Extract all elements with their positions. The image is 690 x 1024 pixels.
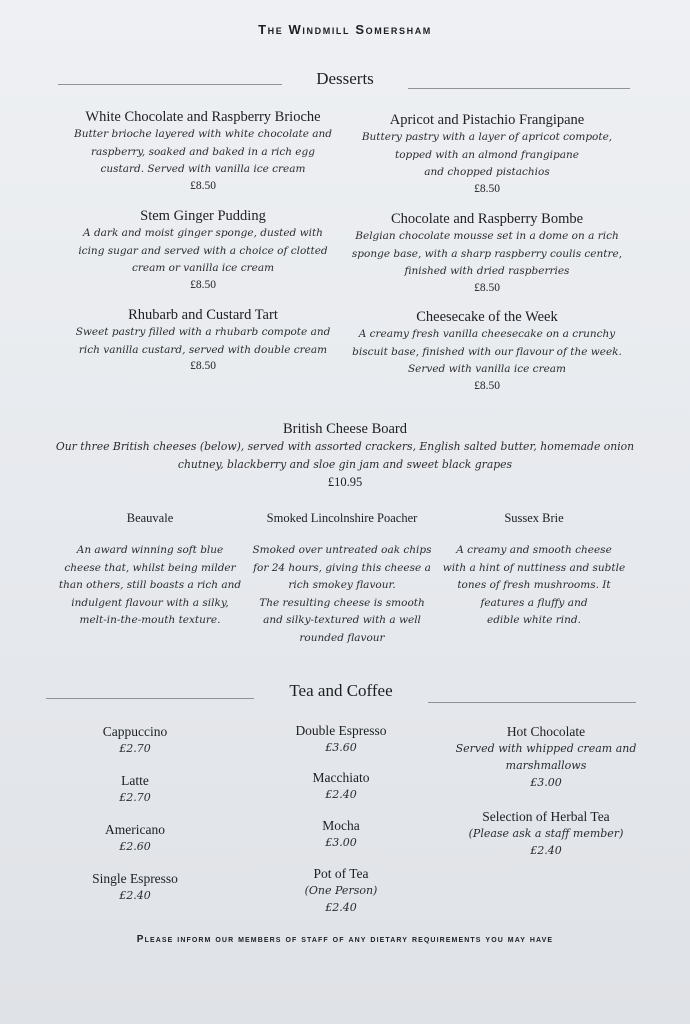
cheese-desc-line: An award winning soft blue <box>76 544 224 556</box>
dessert-desc-line: Belgian chocolate mousse set in a dome on a rich <box>355 230 619 242</box>
drink-note: Served with whipped cream and <box>455 742 637 755</box>
dessert-desc-line: and chopped pistachios <box>424 166 550 178</box>
drink-name: Pot of Tea <box>313 866 369 881</box>
dessert-desc-line: Buttery pastry with a layer of apricot compote, <box>361 131 613 143</box>
dessert-desc-line: A creamy fresh vanilla cheesecake on a crunchy <box>358 328 616 340</box>
drink-item <box>444 808 648 859</box>
dessert-desc-line: Butter brioche layered with white chocolate and <box>73 128 332 140</box>
drink-item <box>266 817 416 851</box>
drink-name: Cappuccino <box>102 724 168 739</box>
cheese-desc-line: than others, still boasts a rich and <box>58 579 242 591</box>
dessert-price: £8.50 <box>190 179 216 192</box>
divider-left <box>46 698 254 699</box>
drink-note: marshmallows <box>505 759 587 772</box>
drink-price: £2.70 <box>119 791 151 804</box>
drink-note: (One Person) <box>304 884 378 897</box>
dessert-item <box>58 306 348 374</box>
drink-price: £2.70 <box>119 742 151 755</box>
cheese-desc-line: indulgent flavour with a silky, <box>71 596 229 609</box>
dietary-notice: Please inform our members of staff of any dietary requirements you may have <box>136 934 554 945</box>
dessert-price: £8.50 <box>474 281 500 294</box>
drink-name: Selection of Herbal Tea <box>482 809 610 824</box>
dessert-desc-line: Sweet pastry filled with a rhubarb compote and <box>75 326 331 338</box>
cheese-desc-line: for 24 hours, giving this cheese a <box>253 561 431 574</box>
dessert-item <box>342 210 632 296</box>
divider-right <box>428 702 636 703</box>
cheese-name: Smoked Lincolnshire Poacher <box>266 511 418 525</box>
drink-item <box>266 865 416 916</box>
dessert-name: Cheesecake of the Week <box>416 309 558 325</box>
cheese-board-name: British Cheese Board <box>282 421 408 437</box>
cheese-name: Beauvale <box>126 511 174 525</box>
drink-name: Americano <box>105 822 165 837</box>
tea-coffee-title: Tea and Coffee <box>289 681 393 700</box>
venue-name: The Windmill Somersham <box>258 22 432 37</box>
dessert-desc-line: topped with an almond frangipane <box>395 148 579 161</box>
drink-price: £3.60 <box>325 741 357 754</box>
divider-right <box>408 88 630 89</box>
cheese-item <box>434 510 634 630</box>
drink-name: Double Espresso <box>295 723 387 738</box>
cheese-board-desc-line: chutney, blackberry and sloe gin jam and sweet black grapes <box>177 457 513 471</box>
drink-name: Macchiato <box>312 770 370 785</box>
cheese-item <box>50 510 250 630</box>
dessert-desc-line: Served with vanilla ice cream <box>407 363 567 375</box>
drink-price: £3.00 <box>325 836 357 849</box>
dessert-desc-line: finished with dried raspberries <box>404 265 570 277</box>
drink-name: Single Espresso <box>92 871 178 886</box>
dessert-item <box>58 108 348 194</box>
dessert-item <box>58 207 348 293</box>
dessert-price: £8.50 <box>190 360 216 372</box>
dessert-item <box>342 111 632 197</box>
drink-price: £2.40 <box>325 901 357 914</box>
drink-note: (Please ask a staff member) <box>468 827 624 840</box>
drink-name: Hot Chocolate <box>506 724 586 739</box>
drink-price: £2.60 <box>119 840 151 853</box>
cheese-desc-line: cheese that, whilst being milder <box>64 561 236 574</box>
dessert-name: Stem Ginger Pudding <box>140 208 266 224</box>
dessert-name: Chocolate and Raspberry Bombe <box>390 211 584 227</box>
dessert-desc-line: cream or vanilla ice cream <box>131 262 275 274</box>
drink-item <box>266 769 416 803</box>
cheese-item <box>242 510 442 647</box>
dessert-desc-line: rich vanilla custard, served with double cream <box>78 343 328 356</box>
cheese-board <box>40 420 650 490</box>
dessert-desc-line: A dark and moist ginger sponge, dusted with <box>83 227 323 239</box>
dessert-price: £8.50 <box>190 278 216 291</box>
drink-price: £3.00 <box>530 776 562 789</box>
dessert-name: Rhubarb and Custard Tart <box>128 307 278 323</box>
drink-item <box>266 722 416 756</box>
dessert-desc-line: biscuit base, finished with our flavour of the week. <box>352 345 622 358</box>
drink-item <box>60 772 210 806</box>
cheese-desc-line: and silky-textured with a well <box>263 614 421 626</box>
cheese-name: Sussex Brie <box>504 511 564 525</box>
cheese-desc-line: The resulting cheese is smooth <box>259 596 425 609</box>
drink-price: £2.40 <box>325 788 357 801</box>
desserts-title: Desserts <box>316 69 374 88</box>
cheese-desc-line: melt-in-the-mouth texture. <box>79 614 221 626</box>
drink-item <box>444 723 648 791</box>
cheese-desc-line: edible white rind. <box>486 614 581 626</box>
dessert-price: £8.50 <box>474 182 500 195</box>
dessert-price: £8.50 <box>474 379 500 392</box>
cheese-desc-line: features a fluffy and <box>480 596 588 609</box>
cheese-board-price: £10.95 <box>327 475 363 489</box>
cheese-desc-line: tones of fresh mushrooms. It <box>457 579 611 591</box>
drink-item <box>60 870 210 904</box>
drink-name: Latte <box>121 773 149 788</box>
dessert-desc-line: raspberry, soaked and baked in a rich egg <box>91 145 315 158</box>
dessert-name: White Chocolate and Raspberry Brioche <box>85 109 321 125</box>
cheese-board-desc-line: Our three British cheeses (below), served with assorted crackers, English salted butter, homemade onion <box>55 440 635 453</box>
dessert-desc-line: icing sugar and served with a choice of clotted <box>78 244 328 257</box>
dessert-desc-line: custard. Served with vanilla ice cream <box>100 163 306 175</box>
divider-left <box>58 84 282 85</box>
cheese-desc-line: rich smokey flavour. <box>288 579 396 591</box>
drink-name: Mocha <box>322 818 360 833</box>
dessert-name: Apricot and Pistachio Frangipane <box>389 112 585 128</box>
cheese-desc-line: with a hint of nuttiness and subtle <box>442 561 626 574</box>
cheese-desc-line: rounded flavour <box>299 631 385 644</box>
dessert-item <box>342 308 632 394</box>
dessert-desc-line: sponge base, with a sharp raspberry coulis centre, <box>351 247 623 260</box>
drink-item <box>60 821 210 855</box>
cheese-desc-line: A creamy and smooth cheese <box>456 544 612 556</box>
cheese-desc-line: Smoked over untreated oak chips <box>252 544 432 556</box>
drink-price: £2.40 <box>530 844 562 857</box>
drink-item <box>60 723 210 757</box>
drink-price: £2.40 <box>119 889 151 902</box>
